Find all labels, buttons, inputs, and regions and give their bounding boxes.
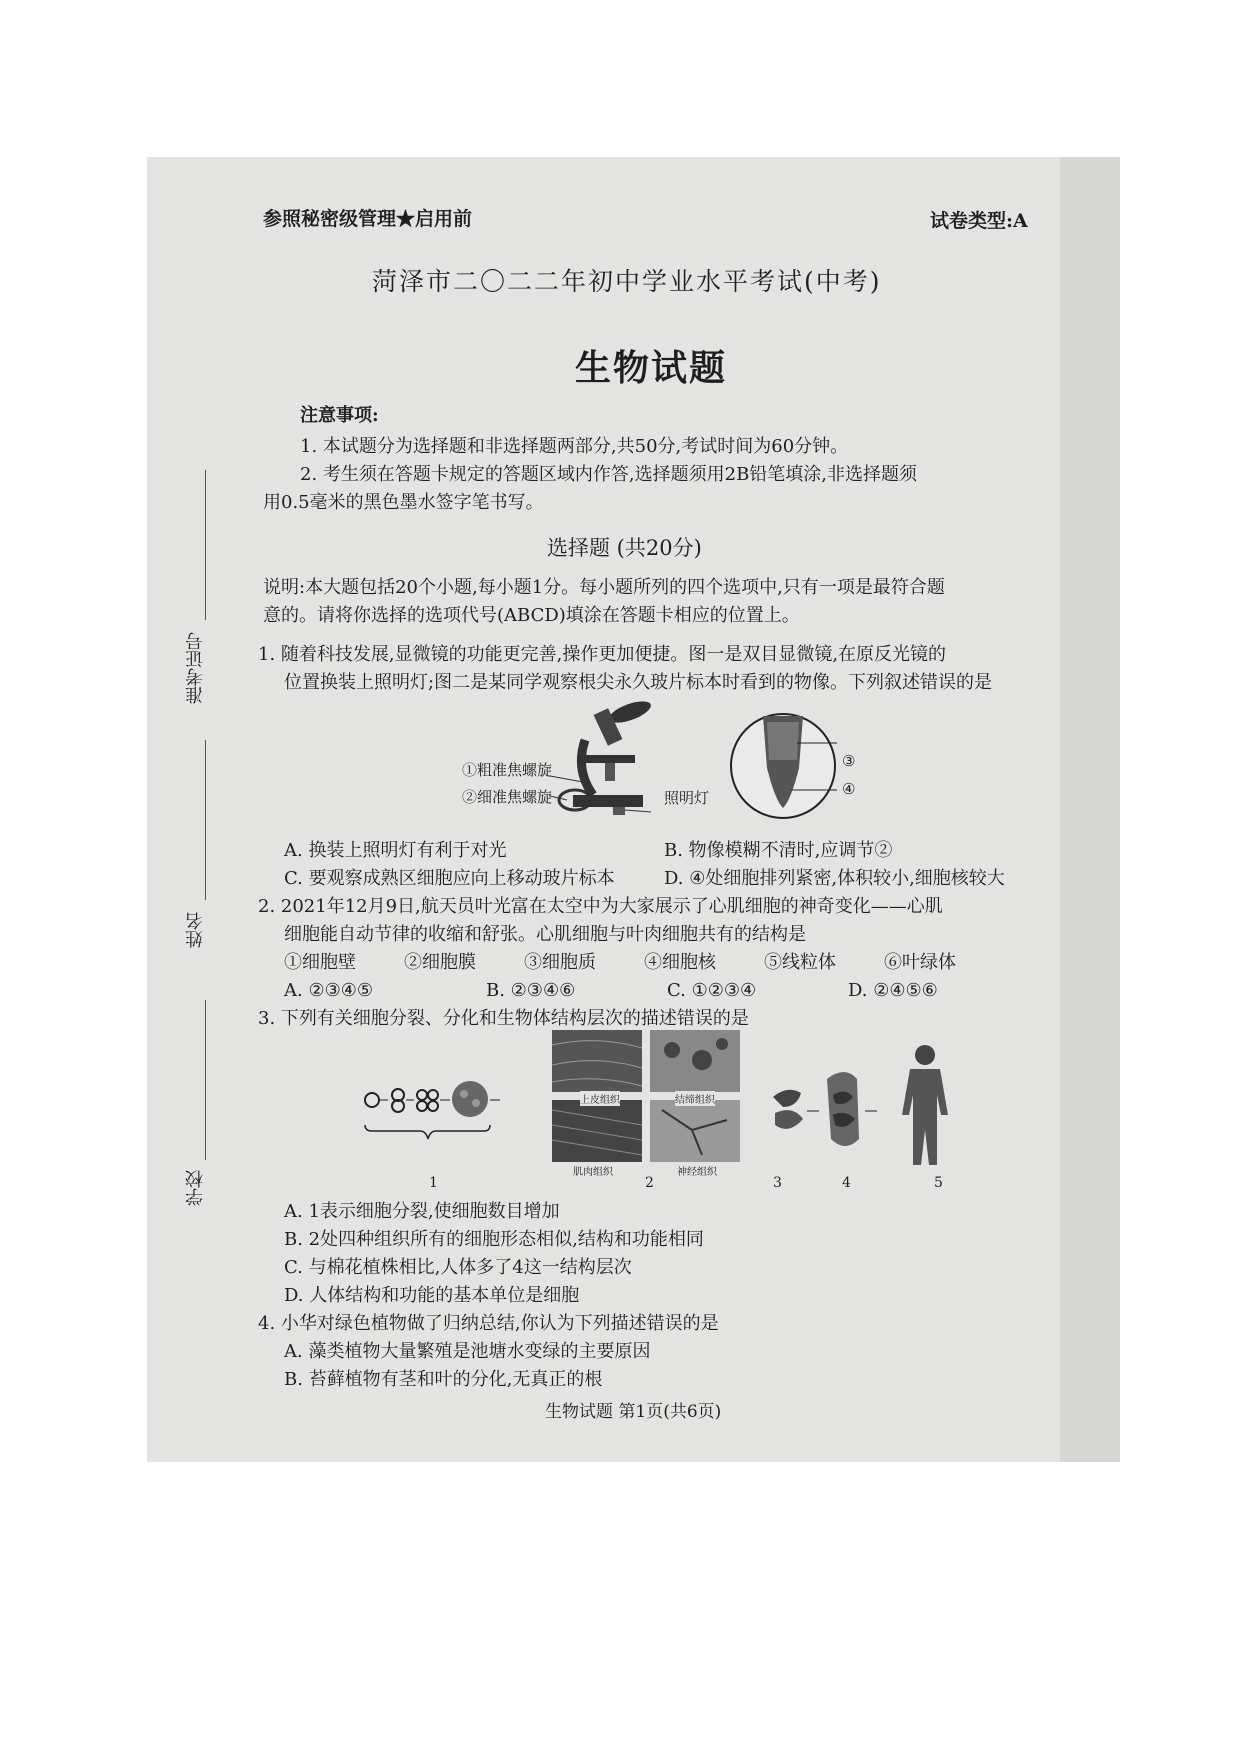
muscle-tissue-label: 肌肉组织: [573, 1163, 613, 1178]
region-4-label: ④: [842, 780, 856, 798]
root-tip-view-figure: [725, 708, 845, 826]
q1-option-c[interactable]: C. 要观察成熟区细胞应向上移动玻片标本: [284, 868, 615, 889]
stage-2-number: 2: [645, 1175, 654, 1191]
q1-option-d[interactable]: D. ④处细胞排列紧密,体积较小,细胞核较大: [664, 868, 1005, 889]
q4-stem: 4. 小华对绿色植物做了归纳总结,你认为下列描述错误的是: [258, 1313, 719, 1334]
connective-tissue-label: 结缔组织: [675, 1091, 715, 1106]
binding-line-low: [205, 1000, 206, 1160]
q4-option-b[interactable]: B. 苔藓植物有茎和叶的分化,无真正的根: [284, 1369, 603, 1390]
binding-line-mid: [205, 740, 206, 900]
adjacent-page-edge: [1060, 157, 1120, 1462]
q2-stem-b: 细胞能自动节律的收缩和舒张。心肌细胞与叶肉细胞共有的结构是: [284, 924, 806, 945]
q3-stem: 3. 下列有关细胞分裂、分化和生物体结构层次的描述错误的是: [258, 1008, 749, 1029]
q4-option-a[interactable]: A. 藻类植物大量繁殖是池塘水变绿的主要原因: [284, 1341, 651, 1362]
stage-5-number: 5: [934, 1175, 943, 1191]
page-footer: 生物试题 第1页(共6页): [545, 1402, 722, 1422]
q2-item-1: ①细胞壁: [284, 952, 356, 973]
q3-option-b[interactable]: B. 2处四种组织所有的细胞形态相似,结构和功能相同: [284, 1229, 704, 1250]
nervous-tissue-label: 神经组织: [677, 1163, 717, 1178]
q1-option-b[interactable]: B. 物像模糊不清时,应调节②: [664, 840, 893, 861]
secret-level-label: 参照秘密级管理★启用前: [263, 208, 473, 230]
q2-item-5: ⑤线粒体: [764, 952, 836, 973]
stage-1-number: 1: [429, 1175, 438, 1191]
q2-option-a[interactable]: A. ②③④⑤: [284, 980, 373, 1001]
notice-heading: 注意事项:: [300, 405, 379, 426]
subject-title: 生物试题: [575, 347, 728, 389]
exam-title: 菏泽市二〇二二年初中学业水平考试(中考): [372, 267, 882, 296]
organ-system-figure: [745, 1035, 975, 1175]
section-title: 选择题 (共20分): [547, 536, 702, 560]
cell-division-figure: [360, 1075, 550, 1145]
section-instruction-b: 意的。请将你选择的选项代号(ABCD)填涂在答题卡相应的位置上。: [263, 605, 800, 626]
q2-item-2: ②细胞膜: [404, 952, 476, 973]
section-instruction-a: 说明:本大题包括20个小题,每小题1分。每小题所列的四个选项中,只有一项是最符合题: [263, 577, 945, 598]
name-label: 姓名: [185, 912, 206, 948]
q2-stem-a: 2. 2021年12月9日,航天员叶光富在太空中为大家展示了心肌细胞的神奇变化——心肌: [258, 896, 943, 917]
coarse-focus-label: ①粗准焦螺旋: [462, 761, 553, 779]
q1-stem-a: 1. 随着科技发展,显微镜的功能更完善,操作更加便捷。图一是双目显微镜,在原反光镜的: [258, 644, 947, 665]
q3-option-a[interactable]: A. 1表示细胞分裂,使细胞数目增加: [284, 1201, 560, 1222]
stage-4-number: 4: [842, 1175, 851, 1191]
binding-line-top: [205, 470, 206, 620]
epithelial-tissue-label: 上皮组织: [580, 1091, 620, 1106]
q2-option-d[interactable]: D. ②④⑤⑥: [848, 980, 938, 1001]
q3-option-d[interactable]: D. 人体结构和功能的基本单位是细胞: [284, 1285, 580, 1306]
q2-item-3: ③细胞质: [524, 952, 596, 973]
q1-option-a[interactable]: A. 换装上照明灯有利于对光: [284, 840, 507, 861]
q1-stem-b: 位置换装上照明灯;图二是某同学观察根尖永久玻片标本时看到的物像。下列叙述错误的是: [284, 672, 993, 693]
q2-item-4: ④细胞核: [644, 952, 716, 973]
region-3-label: ③: [842, 752, 856, 770]
notice-item-2b: 用0.5毫米的黑色墨水签字笔书写。: [263, 492, 544, 513]
paper-type-label: 试卷类型:A: [930, 210, 1028, 232]
q2-item-6: ⑥叶绿体: [884, 952, 956, 973]
stage-3-number: 3: [773, 1175, 782, 1191]
q2-option-b[interactable]: B. ②③④⑥: [486, 980, 576, 1001]
notice-item-2a: 2. 考生须在答题卡规定的答题区域内作答,选择题须用2B铅笔填涂,非选择题须: [300, 464, 918, 485]
ticket-number-label: 准考证号: [185, 632, 206, 704]
illuminator-label: 照明灯: [664, 789, 710, 807]
school-label: 学校: [185, 1170, 206, 1206]
q3-option-c[interactable]: C. 与棉花植株相比,人体多了4这一结构层次: [284, 1257, 632, 1278]
notice-item-1: 1. 本试题分为选择题和非选择题两部分,共50分,考试时间为60分钟。: [300, 436, 849, 457]
q2-option-c[interactable]: C. ①②③④: [667, 980, 757, 1001]
fine-focus-label: ②细准焦螺旋: [462, 788, 553, 806]
